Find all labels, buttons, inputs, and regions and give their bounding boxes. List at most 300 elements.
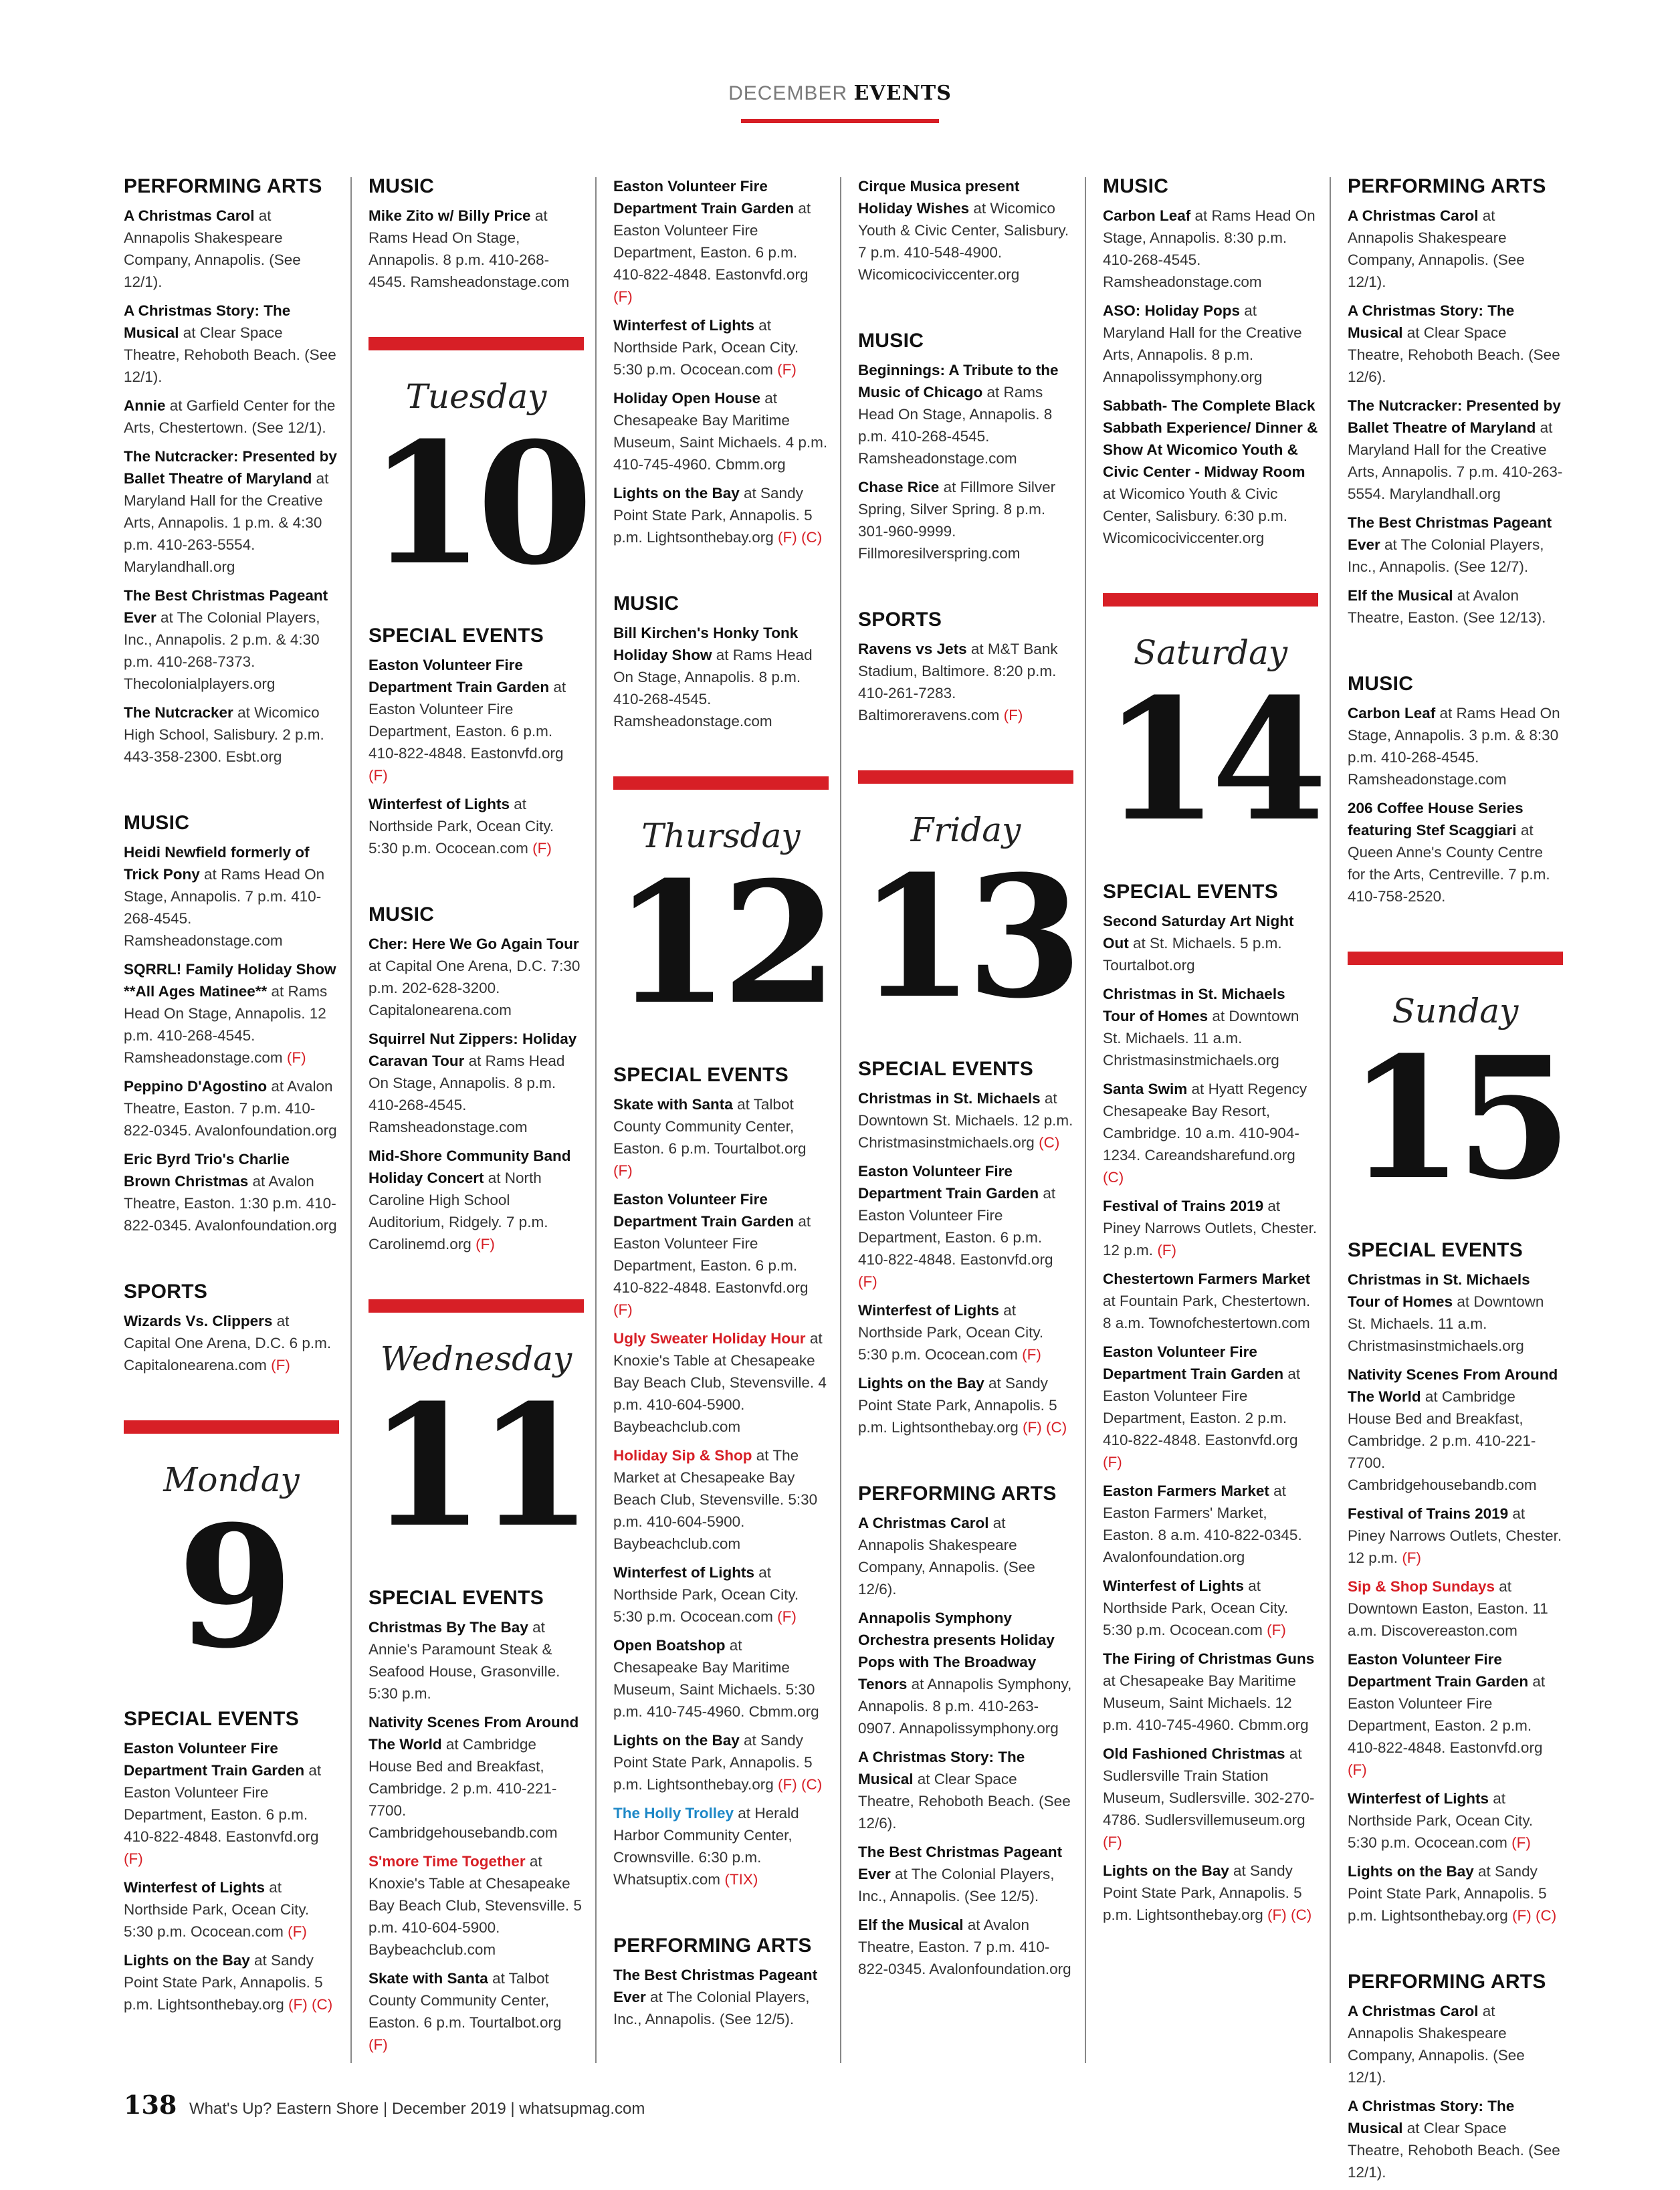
event-details: at Downtown St. Michaels. 11 a.m. Christmasinstmichaels.org xyxy=(1348,1293,1544,1354)
event-listing xyxy=(1103,1648,1318,1736)
page-footer xyxy=(124,2090,645,2120)
event-listing xyxy=(858,1914,1073,1980)
event-details: at The Colonial Players, Inc., Annapolis. (See 12/5). xyxy=(613,1989,810,2028)
event-details: at Easton Volunteer Fire Department, Easton. 6 p.m. 410-822-4848. Eastonvfd.org xyxy=(369,679,566,762)
event-details: at Annapolis Shakespeare Company, Annapolis. (See 12/1). xyxy=(1348,207,1525,290)
event-listing xyxy=(858,1299,1073,1365)
event-title: Mike Zito w/ Billy Price xyxy=(369,207,531,224)
event-listing xyxy=(124,701,339,768)
event-tag: (C) xyxy=(1103,1169,1124,1186)
event-title: Cirque Musica present Holiday Wishes xyxy=(858,178,1020,217)
day-name: Wednesday xyxy=(380,1339,572,1378)
event-title: A Christmas Story: The Musical xyxy=(1348,302,1515,341)
day-rule xyxy=(613,776,829,790)
event-details: at Annie's Paramount Steak & Seafood House, Grasonville. 5:30 p.m. xyxy=(369,1619,560,1702)
header-rule xyxy=(741,119,939,123)
event-details: at Garfield Center for the Arts, Chestertown. (See 12/1). xyxy=(124,397,336,436)
column-4 xyxy=(858,175,1073,1987)
event-details: at Easton Volunteer Fire Department, Easton. 6 p.m. 410-822-4848. Eastonvfd.org xyxy=(613,200,811,283)
day-number: 13 xyxy=(858,839,1075,1035)
section-heading: SPORTS xyxy=(858,609,942,631)
column-divider xyxy=(1330,177,1331,2063)
event-title: A Christmas Story: The Musical xyxy=(124,302,291,341)
event-tag: (F) xyxy=(476,1236,495,1252)
event-title: Christmas in St. Michaels Tour of Homes xyxy=(1103,986,1285,1024)
event-tag: (F) (C) xyxy=(1267,1906,1312,1923)
section-spacer xyxy=(124,774,339,812)
event-details: at Avalon Theatre, Easton. 7 p.m. 410-822-0345. Avalonfoundation.org xyxy=(858,1917,1071,1977)
event-listing xyxy=(1348,702,1563,790)
event-title: The Nutcracker xyxy=(124,704,233,721)
event-details: at Easton Volunteer Fire Department, Easton. 6 p.m. 410-822-4848. Eastonvfd.org xyxy=(613,1213,811,1296)
day-marker xyxy=(369,1299,585,1564)
event-title: Elf the Musical xyxy=(858,1917,964,1933)
day-rule xyxy=(369,337,584,350)
event-listing xyxy=(124,841,339,952)
event-details: at Clear Space Theatre, Rehoboth Beach. (See 12/1). xyxy=(1348,2120,1560,2181)
event-details: at Sandy Point State Park, Annapolis. 5 p.m. Lightsonthebay.org xyxy=(613,485,813,546)
event-listing xyxy=(1348,1269,1563,1357)
day-number: 12 xyxy=(613,845,830,1041)
day-marker xyxy=(369,337,585,602)
event-details: at Easton Volunteer Fire Department, Easton. 2 p.m. 410-822-4848. Eastonvfd.org xyxy=(1348,1673,1546,1756)
event-details: at Sudlersville Train Station Museum, Sudlersville. 302-270-4786. Sudlersvillemuseum.org xyxy=(1103,1745,1315,1828)
day-rule xyxy=(1103,593,1318,607)
day-number: 11 xyxy=(369,1367,585,1564)
event-listing xyxy=(1348,1787,1563,1854)
event-details: at Rams Head On Stage, Annapolis. 8 p.m. 410-268-4545. Ramsheadonstage.com xyxy=(369,207,570,290)
column-divider xyxy=(1085,177,1086,2063)
event-details: at Easton Farmers' Market, Easton. 8 a.m. 410-822-0345. Avalonfoundation.org xyxy=(1103,1483,1302,1565)
event-title: Easton Volunteer Fire Department Train Garden xyxy=(1348,1651,1529,1690)
event-details: at Downtown St. Michaels. 12 p.m. Christmasinstmichaels.org xyxy=(858,1090,1073,1151)
section-spacer xyxy=(369,1262,584,1299)
event-details: at The Colonial Players, Inc., Annapolis. (See 12/5). xyxy=(858,1866,1055,1904)
event-listing xyxy=(369,1145,584,1255)
event-title: The Best Christmas Pageant Ever xyxy=(613,1967,818,2005)
event-listing xyxy=(858,1841,1073,1907)
event-details: at Herald Harbor Community Center, Crownsville. 6:30 p.m. Whatsuptix.com xyxy=(613,1805,799,1888)
event-title: A Christmas Carol xyxy=(124,207,255,224)
event-title: Lights on the Bay xyxy=(858,1375,984,1392)
event-details: at Cambridge House Bed and Breakfast, Cambridge. 2 p.m. 410-221-7700. Cambridgehousebandb.com xyxy=(1348,1388,1537,1493)
event-listing xyxy=(124,300,339,388)
event-details: at Northside Park, Ocean City. 5:30 p.m. Ococean.com xyxy=(1348,1790,1534,1851)
event-title: Easton Volunteer Fire Department Train Garden xyxy=(124,1740,305,1779)
day-name: Monday xyxy=(163,1460,300,1499)
event-title: A Christmas Carol xyxy=(1348,207,1479,224)
event-title: Carbon Leaf xyxy=(1103,207,1191,224)
event-listing xyxy=(1348,1363,1563,1496)
day-rule xyxy=(124,1420,339,1434)
event-listing xyxy=(858,359,1073,469)
day-number: 10 xyxy=(369,405,585,602)
event-title: A Christmas Carol xyxy=(858,1515,989,1531)
event-tag: (F) xyxy=(369,2036,388,2053)
event-details: at Rams Head On Stage, Annapolis. 12 p.m. 410-268-4545. Ramsheadonstage.com xyxy=(124,983,328,1066)
event-title: Heidi Newfield formerly of Trick Pony xyxy=(124,844,310,883)
event-details: at Sandy Point State Park, Annapolis. 5 p.m. Lightsonthebay.org xyxy=(613,1732,813,1793)
event-title: Squirrel Nut Zippers: Holiday Caravan Tour xyxy=(369,1030,577,1069)
event-title: The Holly Trolley xyxy=(613,1805,734,1822)
event-listing xyxy=(124,1949,339,2015)
event-title: Wizards Vs. Clippers xyxy=(124,1313,273,1329)
event-tag: (F) xyxy=(613,1162,633,1179)
event-details: at Hyatt Regency Chesapeake Bay Resort, Cambridge. 10 a.m. 410-904-1234. Careandsharefund.org xyxy=(1103,1081,1307,1164)
event-details: at Cambridge House Bed and Breakfast, Cambridge. 2 p.m. 410-221-7700. Cambridgehousebandb.com xyxy=(369,1736,558,1841)
event-title: A Christmas Story: The Musical xyxy=(858,1749,1025,1787)
event-listing xyxy=(1103,1575,1318,1641)
event-listing xyxy=(613,622,829,732)
event-listing xyxy=(613,1327,829,1438)
event-details: at The Colonial Players, Inc., Annapolis. (See 12/7). xyxy=(1348,536,1544,575)
event-listing xyxy=(124,1737,339,1870)
event-listing xyxy=(1103,1078,1318,1188)
column-6 xyxy=(1348,175,1563,2190)
event-title: Carbon Leaf xyxy=(1348,705,1436,722)
event-listing xyxy=(369,1967,584,2056)
event-listing xyxy=(1348,584,1563,629)
event-details: at Maryland Hall for the Creative Arts, Annapolis. 7 p.m. 410-263-5554. Marylandhall.org xyxy=(1348,419,1563,502)
event-listing xyxy=(613,482,829,548)
event-details: at Downtown Easton, Easton. 11 a.m. Discovereaston.com xyxy=(1348,1578,1548,1639)
event-details: at Downtown St. Michaels. 11 a.m. Christmasinstmichaels.org xyxy=(1103,1008,1299,1069)
event-title: Skate with Santa xyxy=(369,1970,488,1987)
column-3 xyxy=(613,175,829,2037)
event-title: Winterfest of Lights xyxy=(858,1302,1000,1319)
event-listing xyxy=(369,1711,584,1844)
event-details: at Chesapeake Bay Maritime Museum, Saint Michaels. 5:30 p.m. 410-745-4960. Cbmm.org xyxy=(613,1637,819,1720)
event-tag: (F) xyxy=(1157,1242,1177,1258)
section-heading: SPECIAL EVENTS xyxy=(613,1064,789,1086)
event-details: at Piney Narrows Outlets, Chester. 12 p.m. xyxy=(1103,1198,1318,1258)
page-header xyxy=(0,82,1680,105)
event-title: Santa Swim xyxy=(1103,1081,1188,1097)
event-listing xyxy=(369,1850,584,1961)
section-heading: MUSIC xyxy=(1348,673,1414,695)
event-title: Winterfest of Lights xyxy=(613,317,755,334)
event-tag: (F) xyxy=(1511,1834,1531,1851)
event-listing xyxy=(124,958,339,1069)
event-listing xyxy=(613,1729,829,1795)
section-heading: PERFORMING ARTS xyxy=(858,1483,1057,1505)
event-listing xyxy=(369,1028,584,1138)
event-listing xyxy=(858,1746,1073,1834)
event-listing xyxy=(1103,300,1318,388)
day-number: 15 xyxy=(1348,1020,1564,1216)
event-tag: (F) xyxy=(777,361,797,378)
section-heading: PERFORMING ARTS xyxy=(613,1935,812,1957)
event-details: at Avalon Theatre, Easton. (See 12/13). xyxy=(1348,587,1546,626)
day-rule xyxy=(369,1299,584,1313)
event-title: Beginnings: A Tribute to the Music of Chicago xyxy=(858,362,1059,401)
event-listing xyxy=(1348,1503,1563,1569)
event-tag: (F) (C) xyxy=(288,1996,333,2013)
event-title: Nativity Scenes From Around The World xyxy=(1348,1366,1558,1405)
event-title: Nativity Scenes From Around The World xyxy=(369,1714,579,1753)
event-tag: (F) xyxy=(1402,1549,1422,1566)
event-listing xyxy=(613,1444,829,1555)
column-1 xyxy=(124,175,339,2022)
event-title: Elf the Musical xyxy=(1348,587,1453,604)
event-title: S'more Time Together xyxy=(369,1853,526,1870)
event-tag: (C) xyxy=(1039,1134,1060,1151)
event-title: Christmas in St. Michaels xyxy=(858,1090,1041,1107)
event-details: at Easton Volunteer Fire Department, Easton. 6 p.m. 410-822-4848. Eastonvfd.org xyxy=(858,1185,1056,1268)
event-details: at Wicomico Youth & Civic Center, Salisbury. 6:30 p.m. Wicomicociviccenter.org xyxy=(1103,485,1287,546)
event-title: A Christmas Carol xyxy=(1348,2003,1479,2019)
event-listing xyxy=(1348,2095,1563,2183)
event-title: Lights on the Bay xyxy=(1103,1862,1229,1879)
event-title: The Best Christmas Pageant Ever xyxy=(124,587,328,626)
section-spacer xyxy=(369,866,584,903)
event-listing xyxy=(1103,205,1318,293)
event-details: at Fountain Park, Chestertown. 8 a.m. Townofchestertown.com xyxy=(1103,1293,1311,1331)
section-spacer xyxy=(1103,556,1318,593)
event-title: Winterfest of Lights xyxy=(124,1879,266,1896)
event-details: at M&T Bank Stadium, Baltimore. 8:20 p.m. 410-261-7283. Baltimoreravens.com xyxy=(858,641,1058,724)
day-name: Sunday xyxy=(1392,992,1519,1030)
event-title: Old Fashioned Christmas xyxy=(1103,1745,1285,1762)
event-details: at Sandy Point State Park, Annapolis. 5 p.m. Lightsonthebay.org xyxy=(858,1375,1057,1436)
column-5 xyxy=(1103,175,1318,1933)
event-listing xyxy=(858,1607,1073,1739)
day-marker xyxy=(613,776,830,1041)
event-title: The Nutcracker: Presented by Ballet Theatre of Maryland xyxy=(1348,397,1561,436)
event-details: at North Caroline High School Auditorium, Ridgely. 7 p.m. Carolinemd.org xyxy=(369,1170,548,1252)
event-listing xyxy=(124,1310,339,1376)
event-listing xyxy=(124,584,339,695)
section-spacer xyxy=(124,1243,339,1281)
event-title: 206 Coffee House Series featuring Stef Scaggiari xyxy=(1348,800,1524,839)
section-heading: MUSIC xyxy=(369,175,435,197)
event-details: at Annapolis Shakespeare Company, Annapolis. (See 12/1). xyxy=(1348,2003,1525,2086)
day-number: 9 xyxy=(177,1489,286,1685)
section-spacer xyxy=(613,739,829,776)
event-listing xyxy=(1103,1480,1318,1568)
event-title: Festival of Trains 2019 xyxy=(1348,1505,1509,1522)
event-details: at Chesapeake Bay Maritime Museum, Saint Michaels. 4 p.m. 410-745-4960. Cbmm.org xyxy=(613,390,828,473)
event-title: Chestertown Farmers Market xyxy=(1103,1271,1311,1287)
event-details: at Fillmore Silver Spring, Silver Spring. 8 p.m. 301-960-9999. Fillmoresilverspring.com xyxy=(858,479,1056,562)
event-details: at Rams Head On Stage, Annapolis. 7 p.m. 410-268-4545. Ramsheadonstage.com xyxy=(124,866,325,949)
event-listing xyxy=(858,175,1073,286)
event-tag: (F) xyxy=(858,1273,877,1290)
event-details: at Clear Space Theatre, Rehoboth Beach. (See 12/6). xyxy=(1348,324,1560,385)
event-details: at Talbot County Community Center, Easton. 6 p.m. Tourtalbot.org xyxy=(369,1970,562,2031)
day-name: Friday xyxy=(910,810,1021,849)
event-title: Easton Volunteer Fire Department Train Garden xyxy=(613,1191,795,1230)
event-tag: (F) xyxy=(1022,1346,1041,1363)
day-marker xyxy=(1348,952,1564,1216)
day-marker xyxy=(124,1420,339,1685)
event-details: at Queen Anne's County Centre for the Arts, Centreville. 7 p.m. 410-758-2520. xyxy=(1348,822,1550,905)
event-listing xyxy=(613,314,829,380)
event-title: Lights on the Bay xyxy=(1348,1863,1474,1880)
section-heading: PERFORMING ARTS xyxy=(1348,175,1546,197)
event-listing xyxy=(1348,1860,1563,1927)
event-details: at The Market at Chesapeake Bay Beach Club, Stevensville. 5:30 p.m. 410-604-5900. Baybeachclub.com xyxy=(613,1447,818,1552)
header-title: EVENTS xyxy=(853,82,952,105)
event-details: at Northside Park, Ocean City. 5:30 p.m. Ococean.com xyxy=(1103,1577,1289,1638)
event-details: at Maryland Hall for the Creative Arts, Annapolis. 1 p.m. & 4:30 p.m. 410-263-5554. Marylandhall.org xyxy=(124,470,329,575)
section-spacer xyxy=(1348,914,1563,952)
event-listing xyxy=(858,1160,1073,1293)
event-title: Chase Rice xyxy=(858,479,940,496)
section-heading: PERFORMING ARTS xyxy=(1348,1971,1546,1993)
day-number: 14 xyxy=(1103,661,1320,858)
event-title: Bill Kirchen's Honky Tonk Holiday Show xyxy=(613,625,799,663)
event-listing xyxy=(369,654,584,786)
section-heading: MUSIC xyxy=(613,592,679,615)
event-details: at Easton Volunteer Fire Department, Easton. 6 p.m. 410-822-4848. Eastonvfd.org xyxy=(124,1762,322,1845)
event-tag: (F) xyxy=(286,1049,306,1066)
event-details: at Sandy Point State Park, Annapolis. 5 p.m. Lightsonthebay.org xyxy=(1103,1862,1302,1923)
event-title: Sabbath- The Complete Black Sabbath Experience/ Dinner & Show At Wicomico Youth & Civic Center - Midway Room xyxy=(1103,397,1318,480)
day-name: Tuesday xyxy=(405,377,547,416)
section-heading: SPECIAL EVENTS xyxy=(1103,881,1279,903)
event-details: at Sandy Point State Park, Annapolis. 5 p.m. Lightsonthebay.org xyxy=(1348,1863,1547,1924)
section-heading: SPECIAL EVENTS xyxy=(1348,1239,1524,1261)
event-listing xyxy=(124,1148,339,1236)
column-divider xyxy=(350,177,352,2063)
event-listing xyxy=(369,1616,584,1705)
event-title: Holiday Open House xyxy=(613,390,761,407)
page-number: 138 xyxy=(124,2090,177,2120)
event-details: at Talbot County Community Center, Easton. 6 p.m. Tourtalbot.org xyxy=(613,1096,807,1157)
event-listing xyxy=(124,205,339,293)
event-details: at St. Michaels. 5 p.m. Tourtalbot.org xyxy=(1103,935,1282,974)
event-listing xyxy=(369,933,584,1021)
section-heading: SPECIAL EVENTS xyxy=(124,1708,300,1730)
event-listing xyxy=(1348,205,1563,293)
event-listing xyxy=(613,1093,829,1182)
event-details: at Northside Park, Ocean City. 5:30 p.m. Ococean.com xyxy=(613,317,799,378)
event-details: at Knoxie's Table at Chesapeake Bay Beach Club, Stevensville. 4 p.m. 410-604-5900. Baybeachclub.com xyxy=(613,1330,827,1435)
event-tag: (F) xyxy=(1003,707,1023,724)
section-heading: SPORTS xyxy=(124,1281,208,1303)
event-title: A Christmas Story: The Musical xyxy=(1348,2098,1515,2137)
day-marker xyxy=(1103,593,1320,858)
event-listing xyxy=(1103,983,1318,1071)
event-details: at Avalon Theatre, Easton. 1:30 p.m. 410-822-0345. Avalonfoundation.org xyxy=(124,1173,337,1234)
event-listing xyxy=(124,1876,339,1943)
event-listing xyxy=(613,387,829,475)
event-title: Easton Volunteer Fire Department Train Garden xyxy=(369,657,550,695)
event-listing xyxy=(369,793,584,859)
section-heading: MUSIC xyxy=(858,330,924,352)
event-details: at Capital One Arena, D.C. 6 p.m. Capitalonearena.com xyxy=(124,1313,332,1374)
event-title: Holiday Sip & Shop xyxy=(613,1447,752,1464)
event-tag: (F) (C) xyxy=(1023,1419,1067,1436)
event-listing xyxy=(1348,1575,1563,1642)
event-details: at Avalon Theatre, Easton. 7 p.m. 410-822-0345. Avalonfoundation.org xyxy=(124,1078,337,1139)
event-listing xyxy=(1103,910,1318,976)
event-details: at Capital One Arena, D.C. 7:30 p.m. 202-628-3200. Capitalonearena.com xyxy=(369,958,581,1018)
event-tag: (F) xyxy=(369,767,388,784)
event-details: at The Colonial Players, Inc., Annapolis. 2 p.m. & 4:30 p.m. 410-268-7373. Thecolonialplayers.org xyxy=(124,609,320,692)
event-details: at Piney Narrows Outlets, Chester. 12 p.m. xyxy=(1348,1505,1562,1566)
event-details: at Chesapeake Bay Maritime Museum, Saint Michaels. 12 p.m. 410-745-4960. Cbmm.org xyxy=(1103,1672,1309,1733)
section-heading: MUSIC xyxy=(124,812,190,834)
event-tag: (F) xyxy=(777,1608,797,1625)
event-title: Winterfest of Lights xyxy=(1103,1577,1245,1594)
event-title: Winterfest of Lights xyxy=(369,796,510,812)
event-listing xyxy=(1103,1195,1318,1261)
event-tag: (F) (C) xyxy=(1512,1907,1557,1924)
event-details: at Annapolis Shakespeare Company, Annapolis. (See 12/1). xyxy=(124,207,301,290)
footer-text: What's Up? Eastern Shore | December 2019 | whatsupmag.com xyxy=(189,2100,645,2118)
event-title: Ravens vs Jets xyxy=(858,641,967,657)
section-spacer xyxy=(124,1383,339,1420)
event-listing xyxy=(613,175,829,308)
event-title: Lights on the Bay xyxy=(613,485,740,502)
event-title: Winterfest of Lights xyxy=(1348,1790,1489,1807)
section-spacer xyxy=(613,555,829,592)
section-heading: SPECIAL EVENTS xyxy=(858,1058,1034,1080)
event-details: at Northside Park, Ocean City. 5:30 p.m. Ococean.com xyxy=(369,796,554,857)
section-heading: MUSIC xyxy=(369,903,435,925)
section-spacer xyxy=(858,1445,1073,1483)
event-details: at Northside Park, Ocean City. 5:30 p.m. Ococean.com xyxy=(124,1879,310,1940)
event-title: Easton Volunteer Fire Department Train Garden xyxy=(858,1163,1039,1202)
section-heading: PERFORMING ARTS xyxy=(124,175,322,197)
column-2 xyxy=(369,175,584,2062)
section-spacer xyxy=(858,292,1073,330)
day-marker xyxy=(858,770,1075,1035)
event-listing xyxy=(613,1561,829,1628)
event-title: Second Saturday Art Night Out xyxy=(1103,913,1294,952)
event-tag: (F) xyxy=(1348,1761,1367,1778)
event-listing xyxy=(858,1087,1073,1154)
event-listing xyxy=(613,1634,829,1723)
event-title: Lights on the Bay xyxy=(124,1952,250,1969)
section-spacer xyxy=(1348,635,1563,673)
event-tag: (F) (C) xyxy=(778,1776,823,1793)
event-listing xyxy=(858,1372,1073,1438)
event-listing xyxy=(1103,1743,1318,1853)
event-listing xyxy=(1348,512,1563,578)
event-title: Festival of Trains 2019 xyxy=(1103,1198,1264,1214)
event-title: Skate with Santa xyxy=(613,1096,733,1113)
event-listing xyxy=(1348,1648,1563,1781)
section-heading: SPECIAL EVENTS xyxy=(369,1587,544,1609)
day-rule xyxy=(1348,952,1563,965)
event-title: SQRRL! Family Holiday Show **All Ages Matinee** xyxy=(124,961,336,1000)
event-details: at Easton Volunteer Fire Department, Easton. 2 p.m. 410-822-4848. Eastonvfd.org xyxy=(1103,1365,1301,1448)
event-title: Easton Volunteer Fire Department Train Garden xyxy=(1103,1343,1284,1382)
event-details: at Clear Space Theatre, Rehoboth Beach. (See 12/6). xyxy=(858,1771,1071,1832)
event-details: at Northside Park, Ocean City. 5:30 p.m. Ococean.com xyxy=(858,1302,1044,1363)
event-details: at Sandy Point State Park, Annapolis. 5 p.m. Lightsonthebay.org xyxy=(124,1952,323,2013)
event-title: Easton Volunteer Fire Department Train Garden xyxy=(613,178,795,217)
event-listing xyxy=(1348,395,1563,505)
event-listing xyxy=(369,205,584,293)
event-listing xyxy=(124,1075,339,1141)
event-tag: (F) xyxy=(613,1301,633,1318)
event-title: Easton Farmers Market xyxy=(1103,1483,1269,1499)
event-tag: (F) xyxy=(288,1923,307,1940)
header-prefix: DECEMBER xyxy=(728,82,848,104)
event-listing xyxy=(1348,797,1563,907)
column-divider xyxy=(595,177,597,2063)
event-details: at Wicomico Youth & Civic Center, Salisbury. 7 p.m. 410-548-4900. Wicomicociviccenter.org xyxy=(858,200,1069,283)
event-details: at Rams Head On Stage, Annapolis. 8:30 p.m. 410-268-4545. Ramsheadonstage.com xyxy=(1103,207,1316,290)
event-listing xyxy=(1103,1860,1318,1926)
event-details: at Maryland Hall for the Creative Arts, Annapolis. 8 p.m. Annapolissymphony.org xyxy=(1103,302,1302,385)
event-title: Eric Byrd Trio's Charlie Brown Christmas xyxy=(124,1151,290,1190)
event-tag: (F) xyxy=(124,1850,143,1867)
